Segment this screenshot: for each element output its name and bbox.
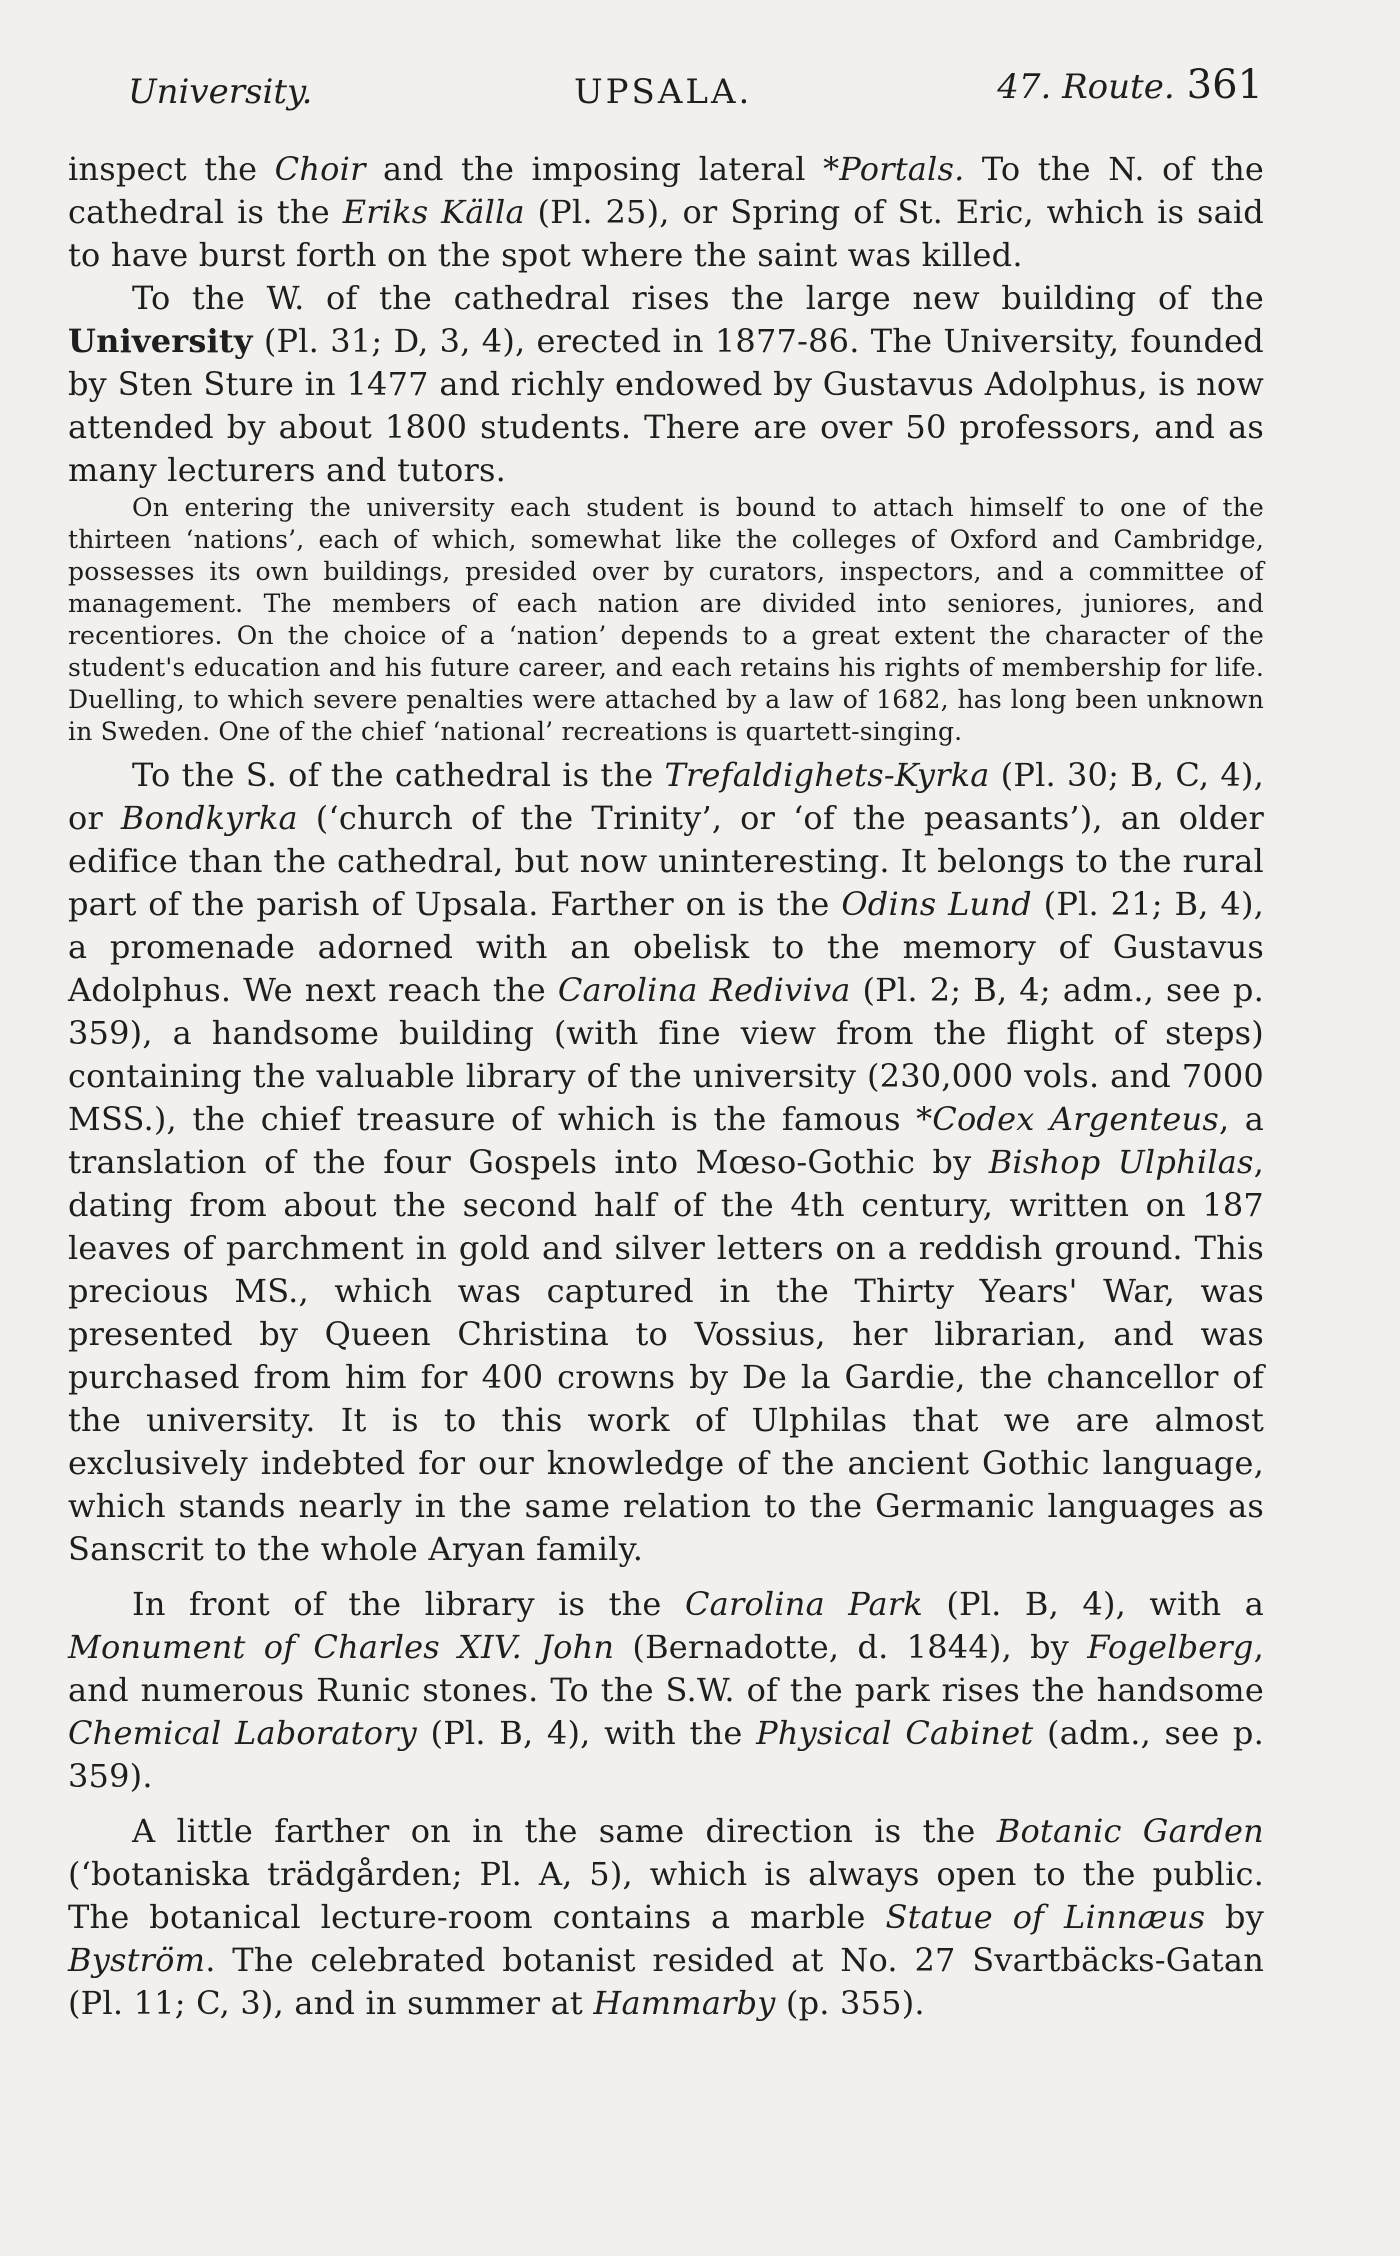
text-run: A little farther on in the same direction is the: [132, 1812, 997, 1850]
text-run: (Bernadotte, d. 1844), by: [614, 1628, 1088, 1666]
bold-term: University: [68, 322, 253, 360]
italic-term: *Codex Argenteus: [916, 1100, 1219, 1138]
italic-term: Byström: [68, 1941, 206, 1979]
italic-term: Carolina Park: [684, 1585, 923, 1623]
italic-term: Statue of Linnæus: [885, 1898, 1206, 1936]
text-run: (Pl. 31; D, 3, 4), erected in 1877-86. The University, founded by Sten Sture in 1477 and richly endowed by Gustavus Adolphus, is now attended by about 1800 students. There are over 50 professors, and as many lecturers and tutors.: [68, 322, 1264, 489]
text-run: by: [1205, 1898, 1264, 1936]
italic-term: Bondkyrka: [120, 799, 298, 837]
text-run: (Pl. 2; B, 4; adm., see p. 359), a handsome building (with fine view from the flight of steps) containing the valuable library of the university (230,000 vols. and 7000 MSS.), the chief treasure of which is the famous: [68, 971, 1264, 1138]
italic-term: Physical Cabinet: [756, 1714, 1034, 1752]
paragraph-choir: [68, 148, 1264, 277]
text-run: (Pl. 30; B, C, 4), or: [68, 756, 1264, 837]
text-run: (‘church of the Trinity’, or ‘of the peasants’), an older edifice than the cathedral, but now uninteresting. It belongs to the rural part of the parish of Upsala. Farther on is the: [68, 799, 1264, 923]
text-run: To the S. of the cathedral is the: [132, 756, 665, 794]
text-run: To the W. of the cathedral rises the large new building of the: [132, 279, 1264, 317]
italic-term: *Portals.: [823, 150, 965, 188]
italic-term: Botanic Garden: [996, 1812, 1264, 1850]
page-body: [68, 148, 1264, 2025]
text-run: (p. 355).: [775, 1984, 925, 2022]
text-run: (‘botaniska trädgården; Pl. A, 5), which is always open to the public. The botanical lecture-room contains a marble: [68, 1855, 1264, 1936]
text-run: (Pl. 25), or Spring of St. Eric, which is said to have burst forth on the spot where the saint was killed.: [68, 193, 1264, 274]
text-run: In front of the library is the: [132, 1585, 685, 1623]
italic-term: Bishop Ulphilas: [988, 1143, 1254, 1181]
text-run: and the imposing lateral: [365, 150, 824, 188]
header-route-and-page: [997, 62, 1263, 108]
italic-term: Carolina Rediviva: [557, 971, 851, 1009]
text-run: , and numerous Runic stones. To the S.W. of the park rises the handsome: [68, 1628, 1264, 1709]
running-header: [128, 62, 1263, 122]
text-run: , dating from about the second half of the 4th century, written on 187 leaves of parchment in gold and silver letters on a reddish ground. This precious MS., which was captured in the Thirty Years' War, was presented by Queen Christina to Vossius, her librarian, and was purchased from him for 400 crowns by De la Gardie, the chancellor of the university. It is to this work of Ulphilas that we are almost exclusively indebted for our knowledge of the ancient Gothic language, which stands nearly in the same relation to the Germanic languages as Sanscrit to the whole Aryan family.: [68, 1143, 1264, 1568]
text-run: inspect the: [68, 150, 275, 188]
header-city: UPSALA.: [574, 72, 753, 112]
text-run: To the N. of the cathedral is the: [68, 150, 1265, 231]
italic-term: Odins Lund: [841, 885, 1032, 923]
italic-term: Choir: [274, 150, 366, 188]
italic-term: Fogelberg: [1087, 1628, 1254, 1666]
text-run: (Pl. B, 4), with the: [416, 1714, 757, 1752]
header-section-title: University.: [128, 72, 313, 112]
paragraph-botanic-garden: [68, 1810, 1264, 2025]
paragraph-trefaldighets-kyrka: [68, 754, 1264, 1571]
italic-term: Hammarby: [593, 1984, 776, 2022]
header-route: 47. Route.: [997, 67, 1175, 107]
italic-term: Eriks Källa: [342, 193, 525, 231]
italic-term: Chemical Laboratory: [68, 1714, 417, 1752]
text-run: (Pl. 21; B, 4), a promenade adorned with an obelisk to the memory of Gustavus Adolphus. We next reach the: [68, 885, 1264, 1009]
italic-term: Trefaldighets-Kyrka: [664, 756, 990, 794]
paragraph-university: [68, 277, 1264, 492]
text-run: (Pl. B, 4), with a: [922, 1585, 1264, 1623]
note-nations: On entering the university each student is bound to attach himself to one of the thirteen ‘nations’, each of which, somewhat like the colleges of Oxford and Cambridge, possesses its own buildings, presided over by curators, inspectors, and a committee of management. The members of each nation are divided into seniores, juniores, and recentiores. On the choice of a ‘nation’ depends to a great extent the character of the student's education and his future career, and each retains his rights of membership for life. Duelling, to which severe penalties were attached by a law of 1682, has long been unknown in Sweden. One of the chief ‘national’ recreations is quartett-singing.: [68, 493, 1264, 746]
italic-term: Monument of Charles XIV. John: [68, 1628, 615, 1666]
text-run: (adm., see p. 359).: [68, 1714, 1264, 1795]
page-number: 361: [1186, 62, 1263, 108]
text-run: , a translation of the four Gospels into Mœso-Gothic by: [68, 1100, 1264, 1181]
text-run: . The celebrated botanist resided at No. 27 Svartbäcks-Gatan (Pl. 11; C, 3), and in summer at: [68, 1941, 1264, 2022]
paragraph-carolina-park: [68, 1583, 1264, 1798]
